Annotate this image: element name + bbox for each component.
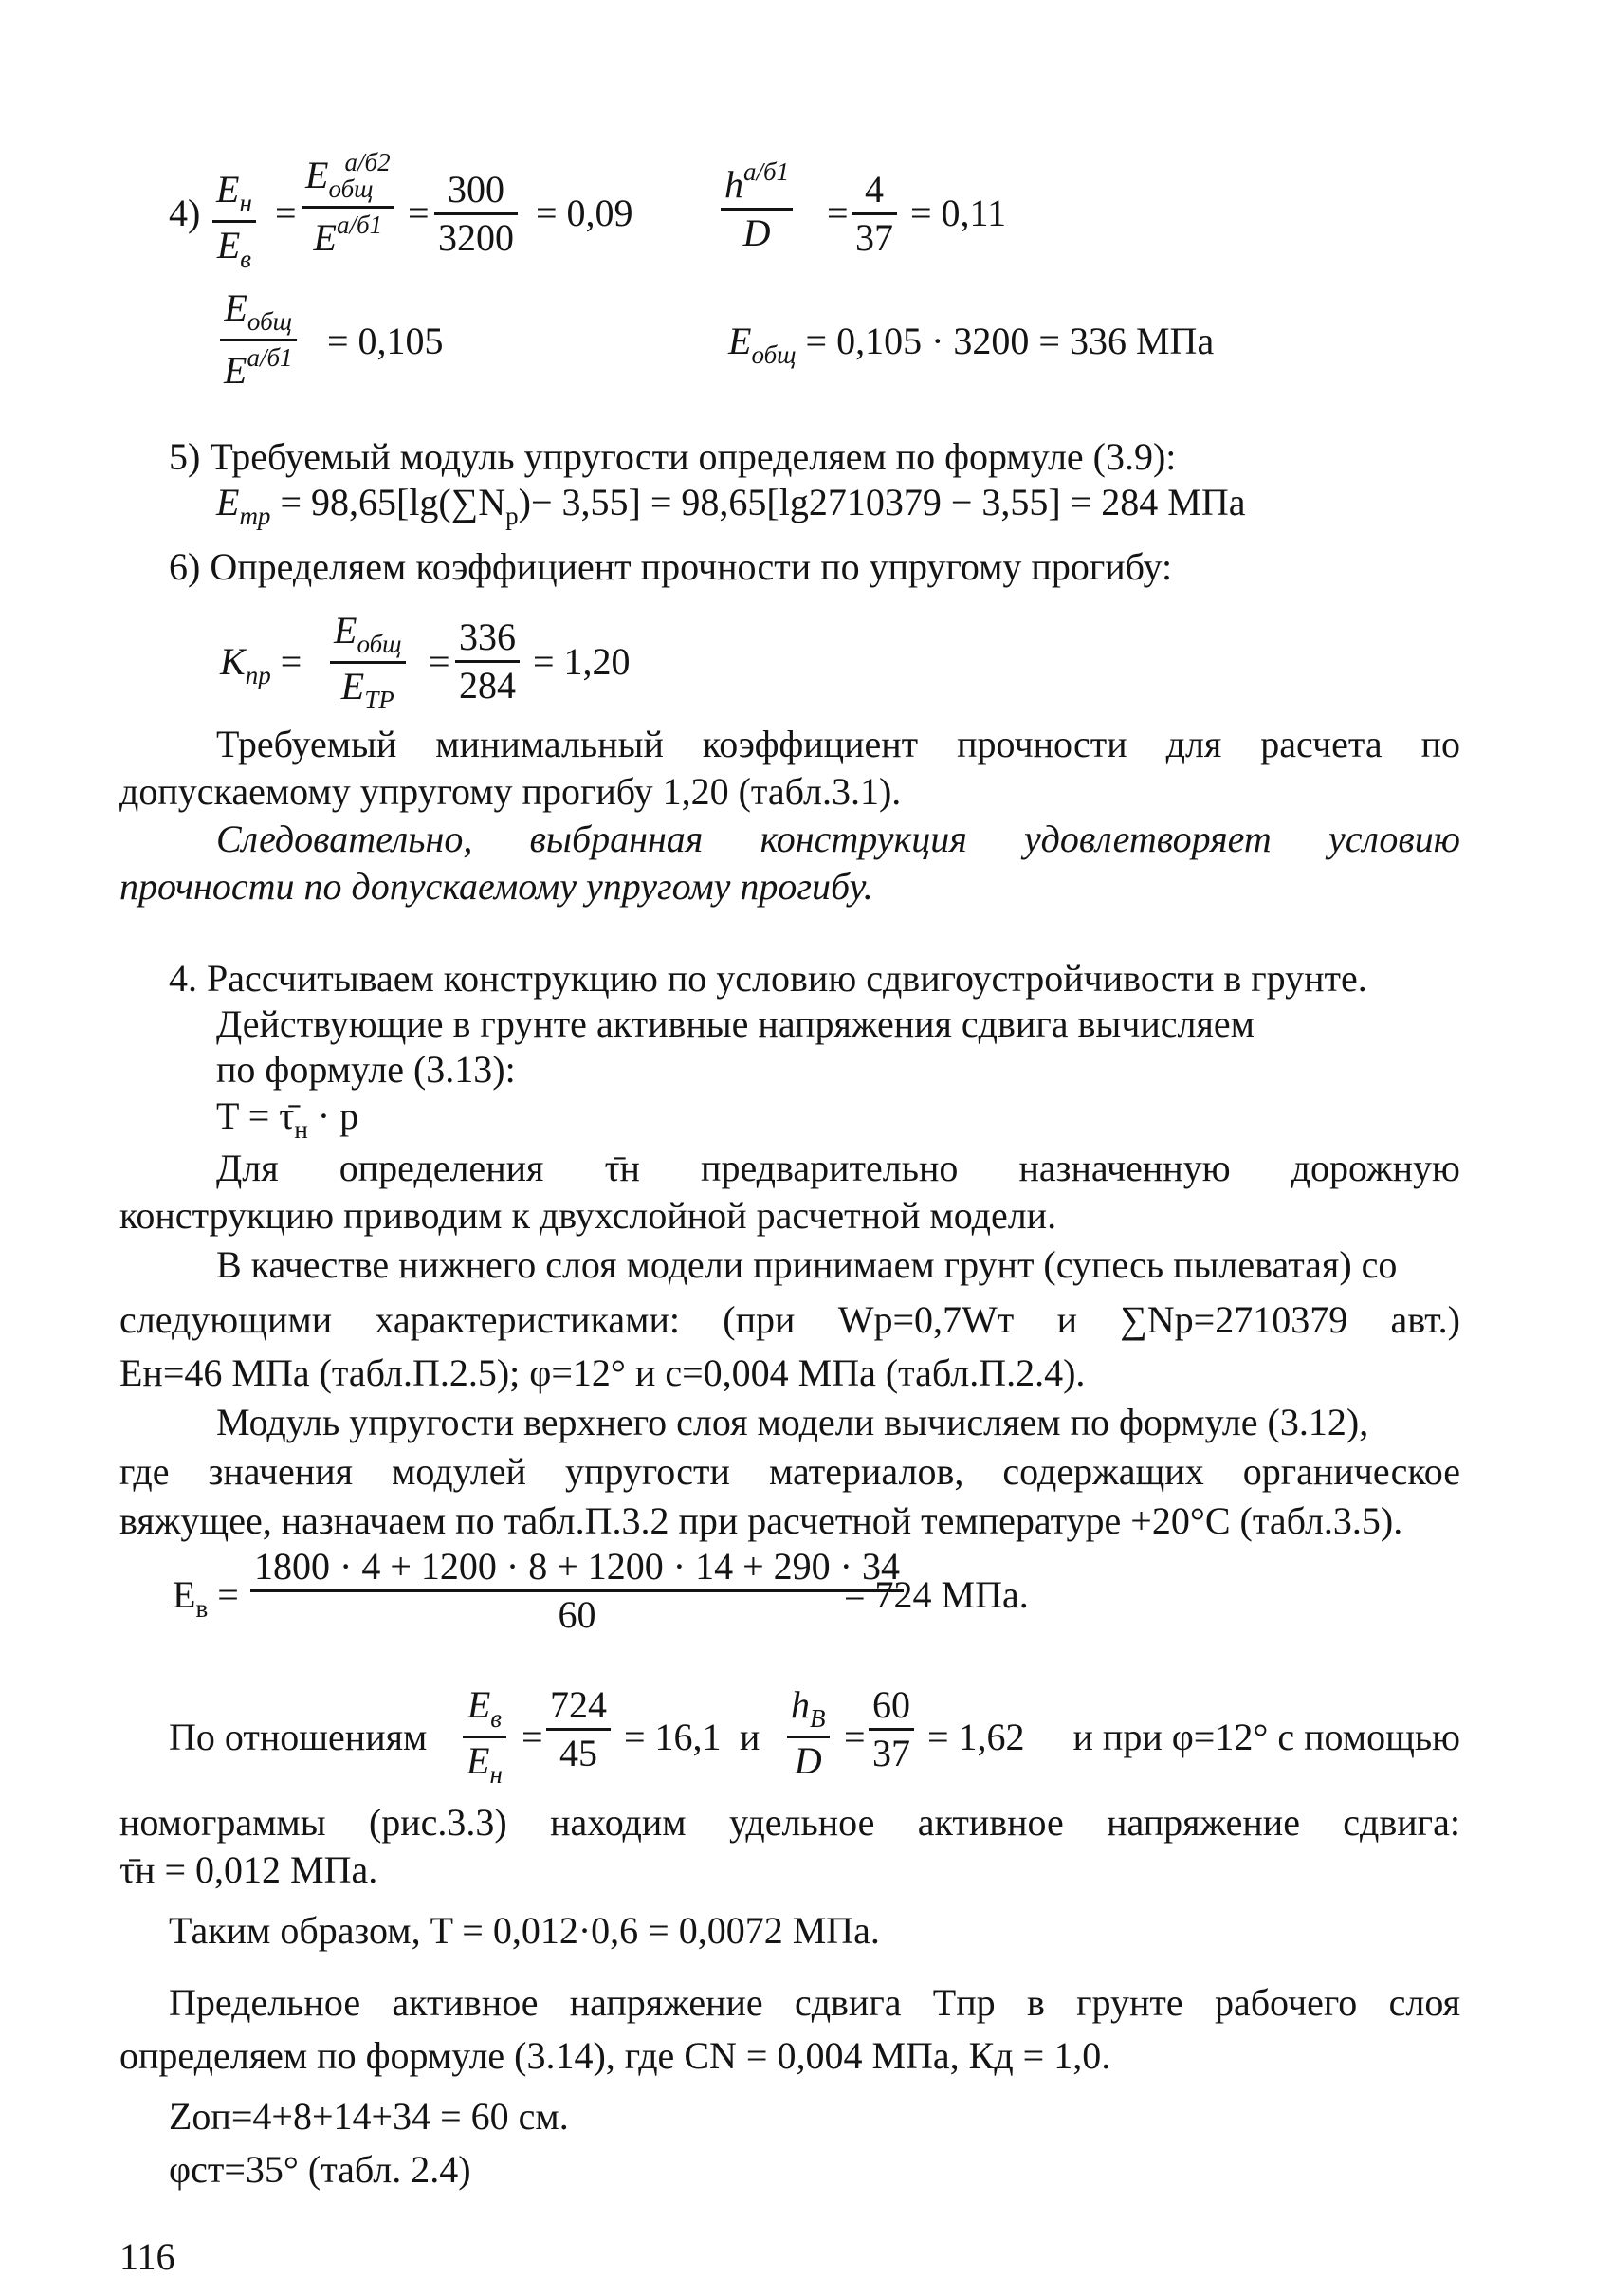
eobsh-calc: $E_{общ} = 0,105 \cdot 3200 = 336$ МПа	[728, 320, 1215, 369]
eq-sign: =	[844, 1716, 866, 1758]
result-120: = 1,20	[533, 640, 631, 683]
para3-line1: Для определения τ̄н предварительно назначенную дорожную	[216, 1147, 1460, 1189]
frac-60-37: 60 37	[869, 1686, 914, 1773]
section4-line3: по формуле (3.13):	[216, 1048, 516, 1091]
step6-text: 6) Определяем коэффициент прочности по упругому прогибу:	[169, 545, 1173, 588]
step5-formula: $E_{тр} = 98,65[\lg(\sum N_р)- 3,55] = 98,65[\lg 2710379 - 3,55] = 284$ МПа	[216, 481, 1246, 530]
z-line: Zоп=4+8+14+34 = 60 см.	[169, 2095, 569, 2138]
para7-line1: Предельное активное напряжение сдвига Tпр в грунте рабочего слоя	[169, 1981, 1460, 2024]
para5-line3: вяжущее, назначаем по табл.П.3.2 при расчетной температуре +20°С (табл.3.5).	[119, 1499, 1403, 1542]
result-162: = 1,62	[927, 1716, 1025, 1758]
eq-sign: =	[429, 640, 450, 683]
ratio-eb-en: $E_в$ $E_н$	[463, 1686, 506, 1788]
para2-line1: Следовательно, выбранная конструкция удовлетворяет условию	[216, 817, 1460, 860]
para3-line2: конструкцию приводим к двухслойной расчетной модели.	[119, 1194, 1057, 1237]
frac-724-45: 724 45	[546, 1686, 611, 1773]
eq-sign: =	[275, 192, 297, 234]
result-009: = 0,09	[536, 192, 633, 234]
frac-300-3200: 300 3200	[434, 171, 518, 257]
eq-sign: =	[408, 192, 430, 234]
ratio-h-d: $h^{а/б1}$ D	[721, 159, 793, 252]
ratio-eobsh-ea: $E_{общ}^{а/б2}$ $E^{а/б1}$	[302, 150, 394, 257]
page-number: 116	[119, 2235, 175, 2278]
kpr-label: $K_{пр}$ =	[220, 640, 302, 689]
para6-line1: номограммы (рис.3.3) находим удельное активное напряжение сдвига:	[119, 1801, 1460, 1844]
ratio-hb-d: $h_В$ D	[787, 1686, 830, 1780]
step4-label: 4)	[169, 192, 201, 234]
ratio-eobsh-ea-2: $E_{общ}$ $E^{а/б1}$	[220, 289, 297, 390]
para4-line2: следующими характеристиками: (при Wр=0,7Wт и ∑Nр=2710379 авт.)	[119, 1298, 1460, 1341]
para2-line2: прочности по допускаемому упругому прогибу.	[119, 865, 873, 908]
para7-line2: определяем по формуле (3.14), где СN = 0,004 МПа, Кд = 1,0.	[119, 2034, 1111, 2077]
frac-336-284: 336 284	[455, 618, 520, 705]
frac-4-37: 4 37	[852, 171, 897, 257]
para5-line1: Модуль упругости верхнего слоя модели вычисляем по формуле (3.12),	[216, 1401, 1369, 1443]
t-result-line: Таким образом, T = 0,012·0,6 = 0,0072 МПа.	[169, 1909, 880, 1952]
para4-line1: В качестве нижнего слоя модели принимаем грунт (супесь пылеватая) со	[216, 1243, 1398, 1286]
frac-eobsh-etr: $E_{общ}$ $E_{ТР}$	[330, 612, 406, 713]
result-011: = 0,11	[910, 192, 1007, 234]
para6-line2: τ̄н = 0,012 МПа.	[119, 1848, 378, 1891]
ev-lhs: $E_в$ =	[173, 1573, 239, 1623]
para1-line2: допускаемому упругому прогибу 1,20 (табл.3.1).	[119, 770, 902, 813]
section4-line2: Действующие в грунте активные напряжения сдвига вычисляем	[216, 1002, 1255, 1045]
section4-heading: 4. Рассчитываем конструкцию по условию сдвигоустройчивости в грунте.	[169, 957, 1367, 1000]
ratio-en-eb: $E_н$ $E_в$	[212, 171, 256, 272]
step5-text: 5) Требуемый модуль упругости определяем по формуле (3.9):	[169, 435, 1177, 478]
ev-fraction: 1800 · 4 + 1200 · 8 + 1200 · 14 + 290 · 34 60	[250, 1548, 904, 1634]
section4-formula: $T = \taū_н \cdot p$	[216, 1094, 359, 1144]
phi-line: φст=35° (табл. 2.4)	[169, 2148, 471, 2191]
para5-line2: где значения модулей упругости материалов, содержащих органическое	[119, 1450, 1460, 1493]
eq-sign: =	[827, 192, 849, 234]
eq-sign: =	[522, 1716, 543, 1758]
para4-line3: Eн=46 МПа (табл.П.2.5); φ=12° и с=0,004 МПа (табл.П.2.4).	[119, 1351, 1086, 1394]
result-161: = 16,1	[624, 1716, 722, 1758]
ratios-intro: По отношениям	[169, 1716, 428, 1758]
ratios-tail: и при φ=12° с помощью	[1072, 1716, 1460, 1758]
ratios-and: и	[740, 1716, 760, 1758]
ev-result: = 724 МПа.	[844, 1573, 1029, 1616]
result-0105: = 0,105	[327, 320, 444, 362]
para1-line1: Требуемый минимальный коэффициент прочности для расчета по	[216, 723, 1460, 765]
